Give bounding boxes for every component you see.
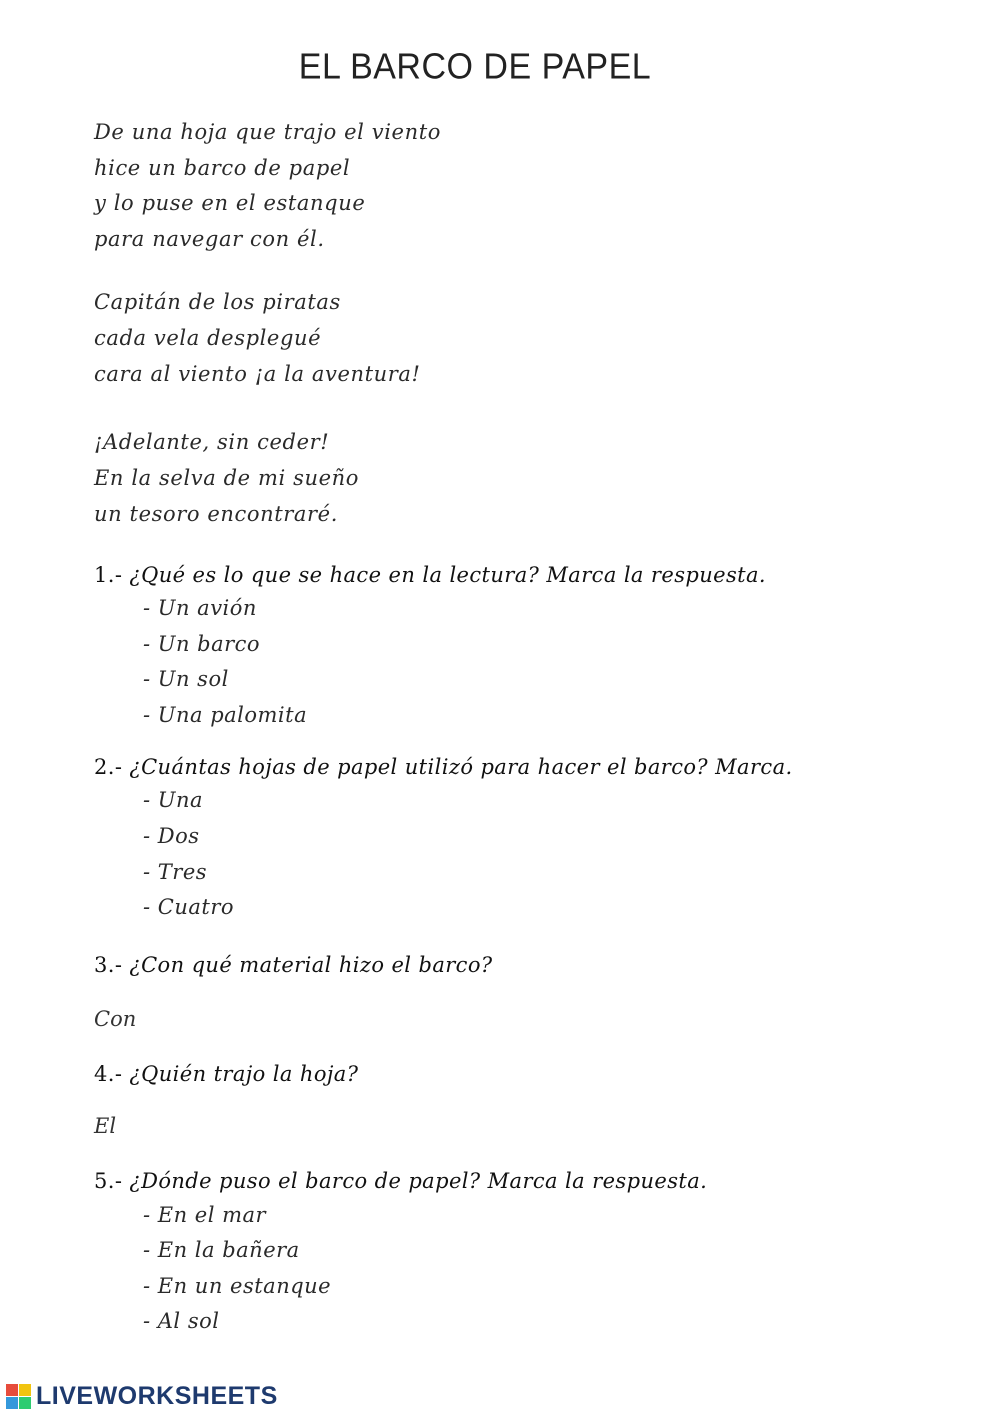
- poem-line: cara al viento ¡a la aventura!: [94, 362, 421, 386]
- question-2: [94, 755, 793, 779]
- poem-line: cada vela desplegué: [94, 326, 322, 350]
- question-text: ¿Quién trajo la hoja?: [129, 1062, 359, 1086]
- option-tres[interactable]: - Tres: [143, 860, 208, 884]
- question-4: [94, 1062, 358, 1086]
- option-un-sol[interactable]: - Un sol: [143, 667, 229, 691]
- question-5: [94, 1169, 707, 1193]
- option-un-barco[interactable]: - Un barco: [143, 632, 261, 656]
- poem-line: un tesoro encontraré.: [94, 502, 338, 526]
- footer-brand: [6, 1382, 278, 1411]
- question-1: [94, 563, 766, 587]
- poem-line: ¡Adelante, sin ceder!: [94, 430, 330, 454]
- question-3: [94, 953, 493, 977]
- liveworksheets-logo-icon: [6, 1384, 32, 1410]
- question-number: 1.-: [94, 563, 123, 587]
- option-dos[interactable]: - Dos: [143, 824, 200, 848]
- option-en-la-banera[interactable]: - En la bañera: [143, 1238, 300, 1262]
- option-al-sol[interactable]: - Al sol: [143, 1309, 220, 1333]
- question-number: 2.-: [94, 755, 123, 779]
- question-text: ¿Dónde puso el barco de papel? Marca la respuesta.: [129, 1169, 708, 1193]
- footer-brand-text: LIVEWORKSHEETS: [36, 1382, 278, 1410]
- poem-line: De una hoja que trajo el viento: [94, 120, 441, 144]
- question-number: 4.-: [94, 1062, 123, 1086]
- page-title: EL BARCO DE PAPEL: [298, 47, 652, 87]
- poem-line: y lo puse en el estanque: [94, 191, 366, 215]
- option-en-un-estanque[interactable]: - En un estanque: [143, 1274, 332, 1298]
- option-una[interactable]: - Una: [143, 788, 204, 812]
- question-text: ¿Qué es lo que se hace en la lectura? Marca la respuesta.: [129, 563, 766, 587]
- poem-line: hice un barco de papel: [94, 156, 351, 180]
- question-number: 5.-: [94, 1169, 123, 1193]
- answer-field-3[interactable]: Con: [94, 1007, 137, 1031]
- answer-field-4[interactable]: El: [94, 1114, 117, 1138]
- option-una-palomita[interactable]: - Una palomita: [143, 703, 308, 727]
- question-text: ¿Cuántas hojas de papel utilizó para hacer el barco? Marca.: [129, 755, 793, 779]
- poem-line: Capitán de los piratas: [94, 290, 341, 314]
- option-en-el-mar[interactable]: - En el mar: [143, 1203, 267, 1227]
- question-number: 3.-: [94, 953, 123, 977]
- option-un-avion[interactable]: - Un avión: [143, 596, 257, 620]
- question-text: ¿Con qué material hizo el barco?: [129, 953, 493, 977]
- poem-line: En la selva de mi sueño: [94, 466, 359, 490]
- poem-line: para navegar con él.: [94, 227, 325, 251]
- option-cuatro[interactable]: - Cuatro: [143, 895, 235, 919]
